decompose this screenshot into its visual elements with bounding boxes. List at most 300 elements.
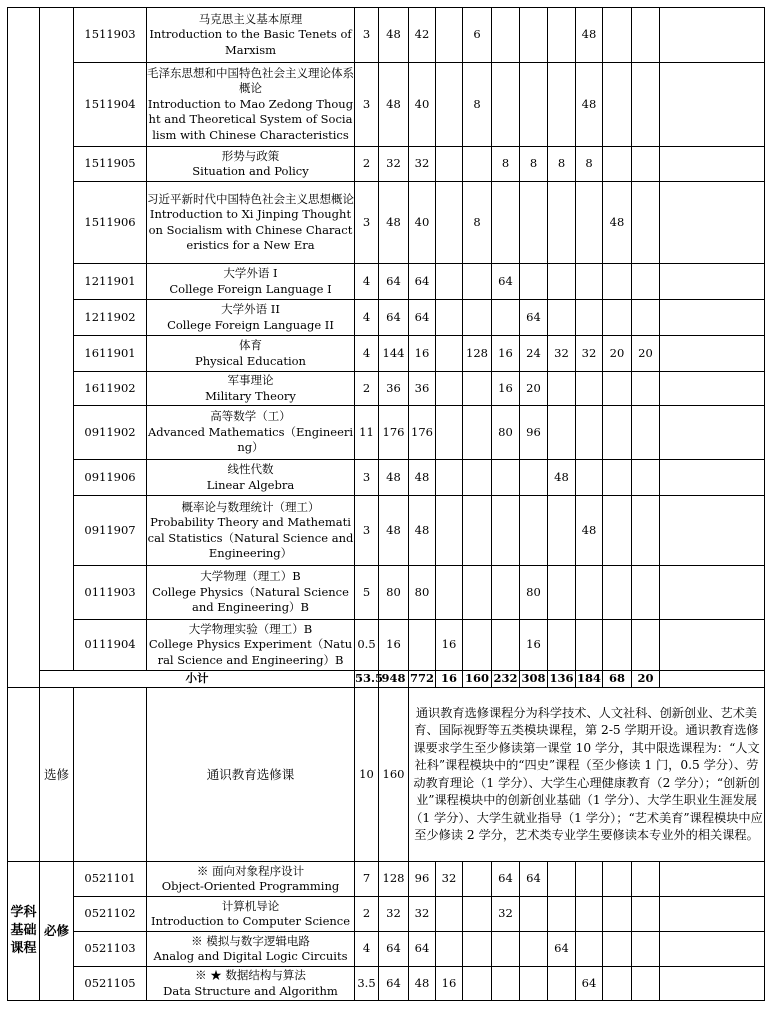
subtotal-lecture: 772: [409, 671, 436, 688]
course-name: [147, 566, 355, 620]
course-code: 0521105: [74, 967, 147, 1001]
cell-note: [660, 406, 765, 460]
cell-s2: [520, 264, 548, 300]
cell-practice: 6: [463, 8, 492, 63]
subtotal-s5: 68: [603, 671, 632, 688]
course-code: 1511906: [74, 182, 147, 264]
course-name-zh: ※ 模拟与数字逻辑电路: [191, 933, 310, 948]
course-code: 1511903: [74, 8, 147, 63]
course-name: [147, 460, 355, 496]
cell-credits: 2: [355, 372, 379, 406]
cell-s3: [548, 300, 576, 336]
elective-note: 通识教育选修课程分为科学技术、人文社科、创新创业、艺术美育、国际视野等五类模块课程，第 2-5 学期开设。通识教育选修课要求学生至少修读第一课堂 10 学分，其中限选课程为：“人文社科”课程模块中的“四史”课程（至少修读 1 门，0.5 学分）、劳动教育理论（1 学分）、大学生心理健康教育（2 学分）；“创新创业”课程模块中的创新创业基础（1 学分）、大学生职业生涯发展（1 学分）、大学生就业指导（1 学分）；“艺术美育”课程模块中应至少修读 2 学分，艺术类专业学生要修读本专业外的相关课程。: [409, 688, 765, 862]
table-row: [8, 897, 765, 932]
table-row: [8, 63, 765, 147]
course-name-en: Object-Oriented Programming: [161, 879, 340, 893]
cell-s6: 20: [632, 336, 660, 372]
cell-s2: 96: [520, 406, 548, 460]
subtotal-lab: 16: [436, 671, 463, 688]
cell-s2: 16: [520, 620, 548, 671]
cell-practice: [463, 406, 492, 460]
subtotal-credits: 53.5: [355, 671, 379, 688]
elective-category-cell: [8, 688, 40, 862]
course-code: 0521103: [74, 932, 147, 967]
cell-s5: 48: [603, 182, 632, 264]
course-name-zh: 大学物理（理工）B: [200, 569, 301, 584]
cell-lab: [436, 300, 463, 336]
cell-s4: 32: [576, 336, 603, 372]
cell-lecture: 96: [409, 862, 436, 897]
cell-credits: 0.5: [355, 620, 379, 671]
elective-credits: 10: [355, 688, 379, 862]
cell-s6: [632, 300, 660, 336]
cell-s1: 16: [492, 336, 520, 372]
course-code: 1611901: [74, 336, 147, 372]
course-name-zh: 习近平新时代中国特色社会主义思想概论: [147, 191, 354, 206]
cell-lecture: 64: [409, 932, 436, 967]
cell-lecture: 40: [409, 182, 436, 264]
cell-lab: [436, 406, 463, 460]
course-name-en: Military Theory: [205, 388, 296, 403]
cell-practice: [463, 566, 492, 620]
course-code: 0521101: [74, 862, 147, 897]
course-code: 0111904: [74, 620, 147, 671]
cell-s5: [603, 406, 632, 460]
course-name-en: Linear Algebra: [206, 477, 295, 492]
table-row: [8, 336, 765, 372]
cell-s4: [576, 372, 603, 406]
course-name-zh: 军事理论: [227, 373, 274, 387]
cell-s5: [603, 932, 632, 967]
cell-s6: [632, 932, 660, 967]
cell-s1: [492, 300, 520, 336]
course-name-zh: 大学外语 II: [221, 302, 280, 316]
cell-s2: 64: [520, 862, 548, 897]
table-row: [8, 406, 765, 460]
cell-s3: 32: [548, 336, 576, 372]
course-name-zh: 计算机导论: [221, 898, 280, 913]
cell-s1: [492, 8, 520, 63]
cell-s6: [632, 372, 660, 406]
cell-s1: [492, 63, 520, 147]
cell-s5: [603, 8, 632, 63]
cell-s5: [603, 460, 632, 496]
cell-lab: [436, 8, 463, 63]
course-name: [147, 63, 355, 147]
cell-practice: [463, 147, 492, 182]
cell-practice: [463, 460, 492, 496]
course-name: [147, 897, 355, 932]
cell-practice: [463, 967, 492, 1001]
cell-lab: 16: [436, 967, 463, 1001]
course-code: 1211901: [74, 264, 147, 300]
cell-note: [660, 460, 765, 496]
cell-s3: [548, 63, 576, 147]
cell-s4: 64: [576, 967, 603, 1001]
cell-credits: 4: [355, 932, 379, 967]
cell-note: [660, 336, 765, 372]
cell-hours: 48: [379, 460, 409, 496]
cell-s5: [603, 300, 632, 336]
cell-credits: 7: [355, 862, 379, 897]
table-body: [8, 8, 765, 1001]
type-cell: [40, 8, 74, 671]
cell-note: [660, 671, 765, 688]
cell-s3: [548, 967, 576, 1001]
cell-credits: 3: [355, 8, 379, 63]
table-row: [8, 620, 765, 671]
course-name-en: College Foreign Language I: [169, 281, 332, 296]
cell-credits: 11: [355, 406, 379, 460]
subtotal-row: [8, 671, 765, 688]
course-name-zh: 高等数学（工）: [210, 409, 291, 424]
cell-s6: [632, 8, 660, 63]
cell-s4: [576, 932, 603, 967]
cell-lecture: 42: [409, 8, 436, 63]
cell-lab: 32: [436, 862, 463, 897]
cell-s2: [520, 897, 548, 932]
cell-s6: [632, 967, 660, 1001]
subtotal-s6: 20: [632, 671, 660, 688]
cell-s5: [603, 897, 632, 932]
cell-hours: 128: [379, 862, 409, 897]
cell-s4: [576, 566, 603, 620]
cell-note: [660, 862, 765, 897]
cell-note: [660, 620, 765, 671]
cell-s5: [603, 967, 632, 1001]
cell-note: [660, 63, 765, 147]
cell-note: [660, 300, 765, 336]
subtotal-s1: 232: [492, 671, 520, 688]
cell-hours: 32: [379, 147, 409, 182]
table-row: [8, 862, 765, 897]
cell-note: [660, 182, 765, 264]
cell-credits: 2: [355, 897, 379, 932]
course-name: [147, 300, 355, 336]
table-row: [8, 967, 765, 1001]
cell-practice: 128: [463, 336, 492, 372]
subtotal-hours: 948: [379, 671, 409, 688]
cell-credits: 4: [355, 264, 379, 300]
course-name-en: Introduction to the Basic Tenets of Marxism: [149, 27, 352, 57]
course-name: [147, 496, 355, 566]
table-row: [8, 300, 765, 336]
cell-hours: 176: [379, 406, 409, 460]
table-row: [8, 147, 765, 182]
cell-s4: [576, 460, 603, 496]
course-name-zh: 线性代数: [227, 462, 274, 476]
subtotal-practice: 160: [463, 671, 492, 688]
course-name-en: Data Structure and Algorithm: [163, 983, 338, 998]
cell-s4: 8: [576, 147, 603, 182]
cell-s2: [520, 460, 548, 496]
cell-s2: [520, 182, 548, 264]
cell-practice: [463, 620, 492, 671]
cell-lecture: 40: [409, 63, 436, 147]
cell-lab: [436, 264, 463, 300]
cell-s2: 8: [520, 147, 548, 182]
cell-credits: 3.5: [355, 967, 379, 1001]
course-code: 0911906: [74, 460, 147, 496]
cell-lecture: 48: [409, 460, 436, 496]
cell-s4: [576, 406, 603, 460]
cell-credits: 3: [355, 63, 379, 147]
elective-hours: 160: [379, 688, 409, 862]
elective-code: [74, 688, 147, 862]
cell-note: [660, 147, 765, 182]
course-name-zh: ※ 面向对象程序设计: [196, 863, 305, 878]
course-name-zh: 大学物理实验（理工）B: [188, 621, 313, 636]
cell-s1: 32: [492, 897, 520, 932]
curriculum-table: [7, 7, 765, 1001]
cell-hours: 48: [379, 182, 409, 264]
course-name-zh: 马克思主义基本原理: [198, 11, 303, 26]
cell-s1: [492, 566, 520, 620]
cell-s1: [492, 460, 520, 496]
cell-hours: 48: [379, 496, 409, 566]
cell-lab: [436, 932, 463, 967]
cell-s1: [492, 496, 520, 566]
cell-s3: [548, 182, 576, 264]
cell-lecture: 48: [409, 967, 436, 1001]
cell-practice: 8: [463, 182, 492, 264]
cell-s4: [576, 897, 603, 932]
cell-s4: [576, 620, 603, 671]
course-code: 0911902: [74, 406, 147, 460]
cell-s6: [632, 897, 660, 932]
cell-hours: 64: [379, 300, 409, 336]
cell-lecture: 32: [409, 147, 436, 182]
cell-s6: [632, 264, 660, 300]
course-name-en: Physical Education: [195, 353, 306, 368]
cell-s5: [603, 264, 632, 300]
cell-s5: [603, 147, 632, 182]
course-name: [147, 147, 355, 182]
category-label: 学科 基础 课程: [8, 862, 40, 1001]
course-name-zh: 毛泽东思想和中国特色社会主义理论体系概论: [147, 65, 354, 96]
cell-s3: [548, 406, 576, 460]
course-name: [147, 406, 355, 460]
course-name: [147, 932, 355, 967]
cell-s2: 64: [520, 300, 548, 336]
course-name-zh: ※ ★ 数据结构与算法: [195, 968, 306, 982]
cell-lab: [436, 63, 463, 147]
cell-s4: [576, 300, 603, 336]
cell-s6: [632, 496, 660, 566]
cell-lab: [436, 336, 463, 372]
course-name-en: Probability Theory and Mathematical Statistics（Natural Science and Engineering）: [147, 515, 354, 560]
course-name: [147, 336, 355, 372]
cell-credits: 4: [355, 336, 379, 372]
course-name: [147, 967, 355, 1001]
cell-note: [660, 566, 765, 620]
cell-note: [660, 932, 765, 967]
cell-s4: 48: [576, 496, 603, 566]
course-name-zh: 概率论与数理统计（理工）: [181, 499, 320, 514]
course-code: 1511905: [74, 147, 147, 182]
course-name-en: Introduction to Xi Jinping Thought on Socialism with Chinese Characteristics for a New Era: [148, 207, 353, 252]
subtotal-s2: 308: [520, 671, 548, 688]
cell-hours: 80: [379, 566, 409, 620]
cell-s3: [548, 620, 576, 671]
cell-credits: 3: [355, 496, 379, 566]
course-name-zh: 体育: [239, 338, 262, 352]
cell-s2: [520, 8, 548, 63]
cell-lecture: 64: [409, 264, 436, 300]
elective-course-name: 通识教育选修课: [147, 688, 355, 862]
cell-lab: [436, 372, 463, 406]
course-name: [147, 620, 355, 671]
course-name: [147, 264, 355, 300]
table-row: [8, 932, 765, 967]
elective-row: [8, 688, 765, 862]
subtotal-s4: 184: [576, 671, 603, 688]
subtotal-s3: 136: [548, 671, 576, 688]
cell-s5: [603, 372, 632, 406]
cell-practice: 8: [463, 63, 492, 147]
cell-lecture: 16: [409, 336, 436, 372]
course-name-en: College Physics（Natural Science and Engineering）B: [152, 584, 349, 615]
category-cell: [8, 8, 40, 688]
course-name-en: Introduction to Computer Science: [150, 914, 351, 928]
cell-lab: 16: [436, 620, 463, 671]
cell-s6: [632, 862, 660, 897]
cell-note: [660, 897, 765, 932]
cell-s2: [520, 496, 548, 566]
cell-s1: [492, 967, 520, 1001]
cell-hours: 64: [379, 264, 409, 300]
cell-s2: [520, 932, 548, 967]
cell-lecture: 80: [409, 566, 436, 620]
course-name-zh: 大学外语 I: [223, 266, 278, 280]
cell-s6: [632, 406, 660, 460]
cell-credits: 4: [355, 300, 379, 336]
cell-s3: [548, 566, 576, 620]
cell-hours: 64: [379, 932, 409, 967]
cell-s6: [632, 63, 660, 147]
cell-note: [660, 8, 765, 63]
cell-credits: 2: [355, 147, 379, 182]
course-name-zh: 形势与政策: [221, 148, 280, 163]
cell-s2: [520, 967, 548, 1001]
cell-s1: [492, 182, 520, 264]
cell-s6: [632, 182, 660, 264]
cell-s4: 48: [576, 8, 603, 63]
cell-practice: [463, 264, 492, 300]
subtotal-label: 小计: [40, 671, 355, 688]
cell-hours: 144: [379, 336, 409, 372]
cell-practice: [463, 897, 492, 932]
type-label: 必修: [40, 862, 74, 1001]
cell-s4: [576, 182, 603, 264]
course-name: [147, 862, 355, 897]
cell-note: [660, 372, 765, 406]
cell-note: [660, 496, 765, 566]
course-code: 1511904: [74, 63, 147, 147]
cell-hours: 64: [379, 967, 409, 1001]
cell-s2: 24: [520, 336, 548, 372]
course-name-en: Analog and Digital Logic Circuits: [153, 949, 348, 963]
cell-practice: [463, 862, 492, 897]
course-name: [147, 182, 355, 264]
cell-lecture: 64: [409, 300, 436, 336]
cell-s5: [603, 566, 632, 620]
cell-s6: [632, 620, 660, 671]
cell-practice: [463, 300, 492, 336]
cell-s2: 80: [520, 566, 548, 620]
cell-practice: [463, 932, 492, 967]
cell-s5: [603, 496, 632, 566]
cell-credits: 5: [355, 566, 379, 620]
cell-s3: [548, 496, 576, 566]
cell-s3: 64: [548, 932, 576, 967]
cell-hours: 16: [379, 620, 409, 671]
cell-s3: [548, 897, 576, 932]
cell-s3: [548, 264, 576, 300]
cell-lecture: 48: [409, 496, 436, 566]
course-code: 0521102: [74, 897, 147, 932]
cell-s4: [576, 862, 603, 897]
cell-s1: 64: [492, 862, 520, 897]
table-row: [8, 372, 765, 406]
course-name-en: College Physics Experiment（Natural Science and Engineering）B: [148, 637, 353, 667]
cell-s3: 8: [548, 147, 576, 182]
course-name-en: College Foreign Language II: [167, 317, 334, 332]
course-name: [147, 8, 355, 63]
cell-note: [660, 967, 765, 1001]
course-name-en: Situation and Policy: [192, 164, 309, 178]
cell-s2: [520, 63, 548, 147]
table-row: [8, 460, 765, 496]
cell-hours: 36: [379, 372, 409, 406]
course-name-en: Introduction to Mao Zedong Thought and Theoretical System of Socialism with Chinese Characteristics: [147, 96, 354, 142]
cell-lab: [436, 566, 463, 620]
table-row: [8, 264, 765, 300]
cell-s6: [632, 460, 660, 496]
cell-hours: 48: [379, 8, 409, 63]
cell-s5: [603, 862, 632, 897]
elective-type: 选修: [40, 688, 74, 862]
cell-lab: [436, 460, 463, 496]
cell-s5: [603, 63, 632, 147]
course-code: 0111903: [74, 566, 147, 620]
cell-s3: 48: [548, 460, 576, 496]
cell-s1: [492, 620, 520, 671]
cell-hours: 32: [379, 897, 409, 932]
table-row: [8, 8, 765, 63]
cell-s1: [492, 932, 520, 967]
course-code: 0911907: [74, 496, 147, 566]
cell-hours: 48: [379, 63, 409, 147]
cell-lab: [436, 182, 463, 264]
cell-credits: 3: [355, 182, 379, 264]
cell-credits: 3: [355, 460, 379, 496]
course-code: 1211902: [74, 300, 147, 336]
table-row: [8, 566, 765, 620]
cell-note: [660, 264, 765, 300]
cell-lecture: 176: [409, 406, 436, 460]
cell-s1: 8: [492, 147, 520, 182]
cell-s4: 48: [576, 63, 603, 147]
course-code: 1611902: [74, 372, 147, 406]
cell-s3: [548, 8, 576, 63]
cell-lab: [436, 897, 463, 932]
cell-lab: [436, 147, 463, 182]
table-row: [8, 182, 765, 264]
cell-lecture: 36: [409, 372, 436, 406]
cell-s1: 80: [492, 406, 520, 460]
cell-s3: [548, 862, 576, 897]
